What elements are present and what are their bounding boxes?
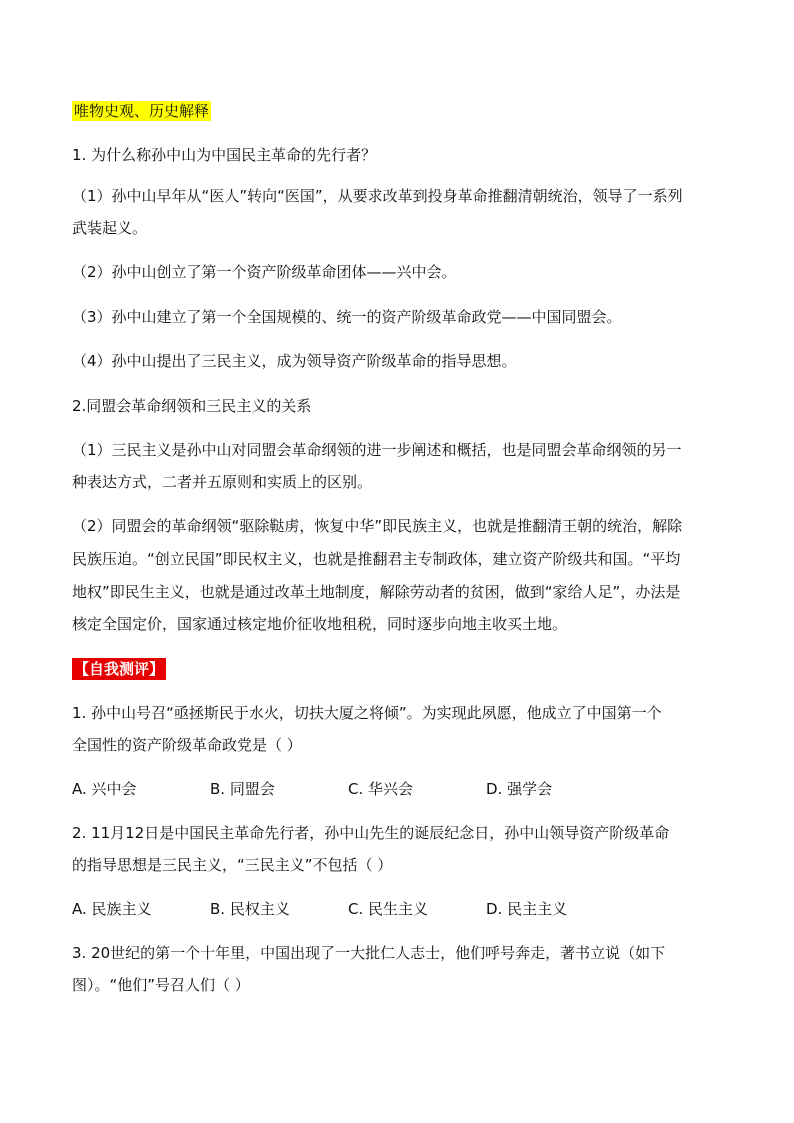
self-test-label [72, 659, 166, 679]
q2-answer-1-line2: 种表达方式，二者并五原则和实质上的区别。 [72, 473, 373, 491]
q1-answer-2: （2）孙中山创立了第一个资产阶级革命团体——兴中会。 [72, 263, 457, 281]
q2-answer-2-line4: 核定全国定价，国家通过核定地价征收地租税，同时逐步向地主收买土地。 [72, 615, 568, 633]
test-q3-line2: 图）。“他们”号召人们（ ） [72, 976, 250, 994]
test-q1-option-b[interactable]: B. 同盟会 [210, 780, 275, 798]
test-q1-line1: 1. 孙中山号召“亟拯斯民于水火，切扶大厦之将倾”。为实现此夙愿，他成立了中国第一个 [72, 704, 662, 722]
q2-answer-2-line3: 地权”即民生主义，也就是通过改革土地制度，解除劳动者的贫困，做到“家给人足”，办法是 [72, 583, 681, 601]
section-heading-text: 唯物史观、历史解释 [74, 102, 210, 120]
test-q3-line1: 3. 20世纪的第一个十年里，中国出现了一大批仁人志士，他们呼号奔走，著书立说（如下 [72, 944, 666, 962]
self-test-label-text: 【自我测评】 [74, 660, 165, 678]
test-q2-line2: 的指导思想是三民主义，“三民主义”不包括（ ） [72, 856, 393, 874]
test-q1-option-c[interactable]: C. 华兴会 [348, 780, 414, 798]
test-q2-option-d[interactable]: D. 民主主义 [486, 900, 568, 918]
section-heading [72, 101, 211, 121]
q1-answer-1-line1: （1）孙中山早年从“医人”转向“医国”，从要求改革到投身革命推翻清朝统治，领导了一系列 [72, 187, 683, 205]
test-q1-option-d[interactable]: D. 强学会 [486, 780, 553, 798]
q2-title: 2.同盟会革命纲领和三民主义的关系 [72, 397, 312, 415]
test-q2-option-b[interactable]: B. 民权主义 [210, 900, 290, 918]
test-q1-option-a[interactable]: A. 兴中会 [72, 780, 137, 798]
test-q2-option-c[interactable]: C. 民生主义 [348, 900, 429, 918]
test-q1-line2: 全国性的资产阶级革命政党是（ ） [72, 736, 302, 754]
test-q2-line1: 2. 11月12日是中国民主革命先行者，孙中山先生的诞辰纪念日，孙中山领导资产阶级革命 [72, 824, 670, 842]
q2-answer-2-line1: （2）同盟会的革命纲领“驱除鞑虏，恢复中华”即民族主义，也就是推翻清王朝的统治，解除 [72, 517, 683, 535]
q1-answer-4: （4）孙中山提出了三民主义，成为领导资产阶级革命的指导思想。 [72, 352, 517, 370]
q2-answer-2-line2: 民族压迫。“创立民国”即民权主义，也就是推翻君主专制政体，建立资产阶级共和国。“平均 [72, 550, 681, 568]
test-q2-option-a[interactable]: A. 民族主义 [72, 900, 152, 918]
q1-title: 1. 为什么称孙中山为中国民主革命的先行者？ [72, 146, 377, 164]
q1-answer-1-line2: 武装起义。 [72, 219, 148, 237]
q1-answer-3: （3）孙中山建立了第一个全国规模的、统一的资产阶级革命政党——中国同盟会。 [72, 308, 622, 326]
q2-answer-1-line1: （1）三民主义是孙中山对同盟会革命纲领的进一步阐述和概括，也是同盟会革命纲领的另一 [72, 441, 682, 459]
